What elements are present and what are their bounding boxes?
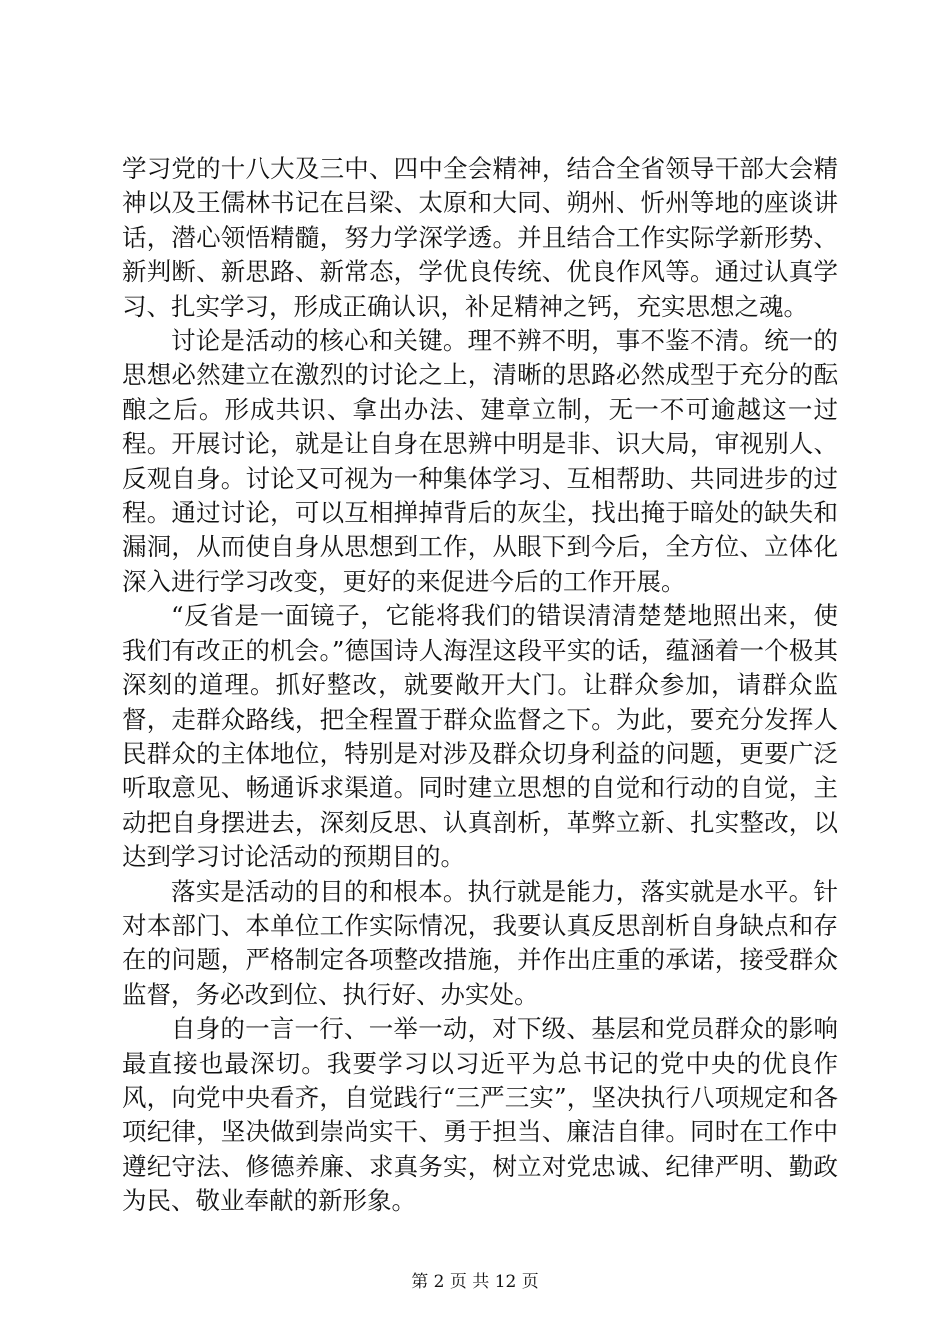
- paragraph-discussion: 讨论是活动的核心和关键。理不辨不明，事不鉴不清。统一的思想必然建立在激烈的讨论之上，清晰的思路必然成型于充分的酝酿之后。形成共识、拿出办法、建章立制，无一不可逾越这一过程。开展讨论，就是让自身在思辨中明是非、识大局，审视别人、反观自身。讨论又可视为一种集体学习、互相帮助、共同进步的过程。通过讨论，可以互相掸掉背后的灰尘，找出掩于暗处的缺失和漏洞，从而使自身从思想到工作，从眼下到今后，全方位、立体化深入进行学习改变，更好的来促进今后的工作开展。: [122, 326, 838, 596]
- paragraph-implementation: 落实是活动的目的和根本。执行就是能力，落实就是水平。针对本部门、本单位工作实际情况，我要认真反思剖析自身缺点和存在的问题，严格制定各项整改措施，并作出庄重的承诺，接受群众监督，务必改到位、执行好、办实处。: [122, 876, 838, 1009]
- paragraph-self-conduct: 自身的一言一行、一举一动，对下级、基层和党员群众的影响最直接也最深切。我要学习以习近平为总书记的党中央的优良作风，向党中央看齐，自觉践行“三严三实”，坚决执行八项规定和各项纪律，坚决做到崇尚实干、勇于担当、廉洁自律。同时在工作中遵纪守法、修德养廉、求真务实，树立对党忠诚、纪律严明、勤政为民、敬业奉献的新形象。: [122, 1014, 838, 1216]
- paragraph-reflection: “反省是一面镜子，它能将我们的错误清清楚楚地照出来，使我们有改正的机会。”德国诗人海涅这段平实的话，蕴涵着一个极其深刻的道理。抓好整改，就要敞开大门。让群众参加，请群众监督，走群众路线，把全程置于群众监督之下。为此，要充分发挥人民群众的主体地位，特别是对涉及群众切身利益的问题，更要广泛听取意见、畅通诉求渠道。同时建立思想的自觉和行动的自觉，主动把自身摆进去，深刻反思、认真剖析，革弊立新、扎实整改，以达到学习讨论活动的预期目的。: [122, 601, 838, 872]
- document-body: [122, 152, 838, 1219]
- paragraph-study: 学习党的十八大及三中、四中全会精神，结合全省领导干部大会精神以及王儒林书记在吕梁、太原和大同、朔州、忻州等地的座谈讲话，潜心领悟精髓，努力学深学透。并且结合工作实际学新形势、新判断、新思路、新常态，学优良传统、优良作风等。通过认真学习、扎实学习，形成正确认识，补足精神之钙，充实思想之魂。: [122, 154, 838, 321]
- page-number-footer: 第 2 页 共 12 页: [411, 1272, 539, 1292]
